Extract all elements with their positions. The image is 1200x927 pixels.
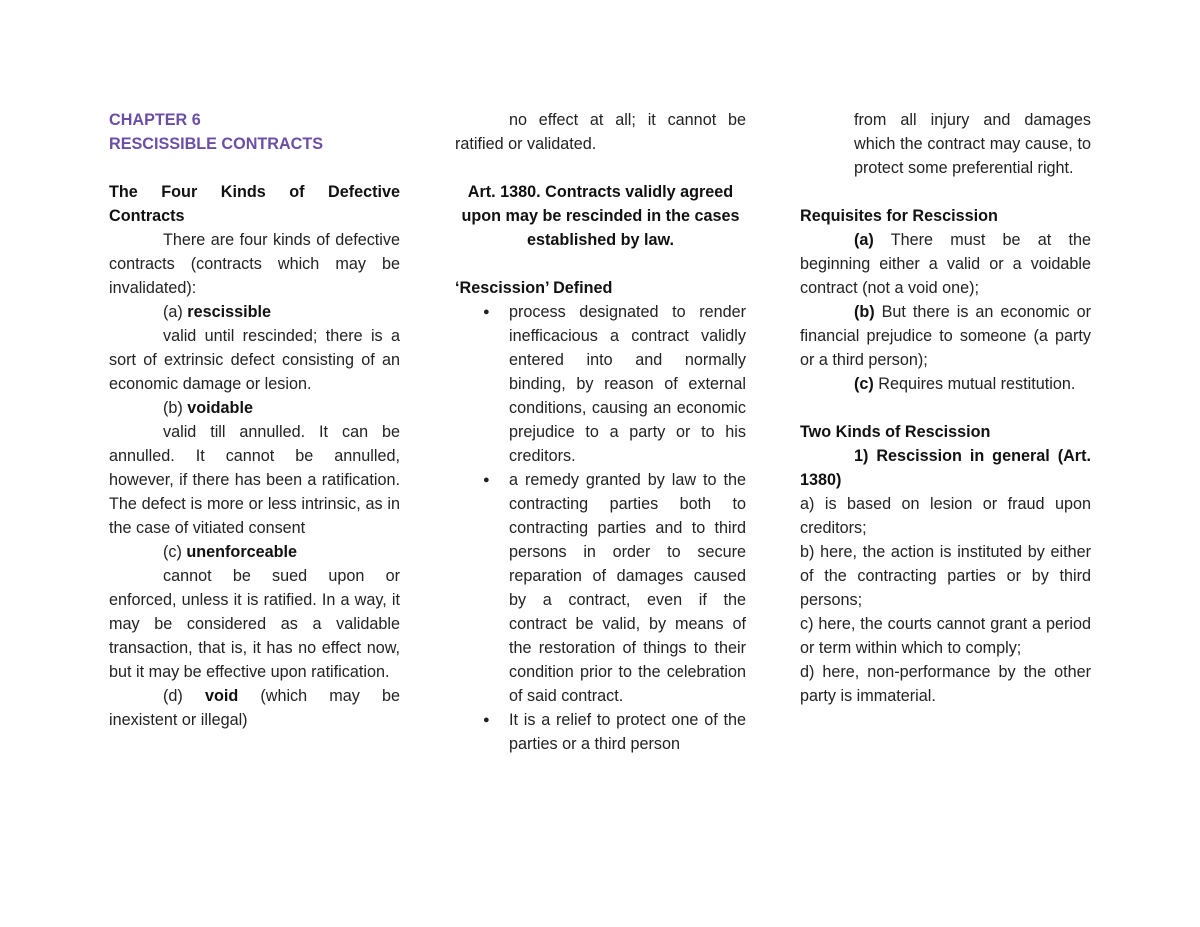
item-c-heading <box>109 540 400 564</box>
list-item-text: process designated to render inefficacious a contract validly entered into and normally binding, by reason of external conditions, causing an economic prejudice to a party or to his creditors. <box>509 303 746 465</box>
item-a-label: (a) <box>163 303 188 321</box>
bullet-icon: ● <box>483 714 490 726</box>
item-a-term: rescissible <box>187 303 271 321</box>
list-item-text: It is a relief to protect one of the parties or a third person <box>509 711 746 753</box>
article-1380: Art. 1380. Contracts validly agreed upon may be rescinded in the cases established by law. <box>461 183 740 249</box>
chapter-number: CHAPTER 6 <box>109 111 201 129</box>
intro-paragraph: There are four kinds of defective contracts (contracts which may be invalidated): <box>109 231 400 297</box>
requisite-a-text: There must be at the beginning either a valid or a voidable contract (not a void one); <box>800 231 1091 297</box>
bullet-icon: ● <box>483 306 490 318</box>
requisite-b <box>800 300 1091 372</box>
kind-1-item-a: a) is based on lesion or fraud upon creditors; <box>800 495 1091 537</box>
item-d-label: (d) <box>163 687 205 705</box>
list-item <box>455 300 746 468</box>
list-item <box>455 708 746 756</box>
item-c-term: unenforceable <box>186 543 298 561</box>
continuation-text: from all injury and damages which the contract may cause, to protect some preferential right. <box>854 111 1091 177</box>
item-b-term: voidable <box>187 399 253 417</box>
requisite-c-text: Requires mutual restitution. <box>873 375 1076 393</box>
item-b-label: (b) <box>163 399 188 417</box>
column-1 <box>109 108 400 732</box>
item-c-label: (c) <box>163 543 187 561</box>
column-2 <box>455 108 746 756</box>
kind-1-item-c: c) here, the courts cannot grant a period or term within which to comply; <box>800 615 1091 657</box>
requisite-a-label: (a) <box>854 231 874 249</box>
continuation-text: no effect at all; it cannot be ratified or validated. <box>455 111 746 153</box>
column-3 <box>800 108 1091 708</box>
section-heading-requisites: Requisites for Rescission <box>800 207 998 225</box>
chapter-title: RESCISSIBLE CONTRACTS <box>109 135 324 153</box>
list-item-text: a remedy granted by law to the contracting parties both to contracting parties and to third persons in order to secure reparation of damages caused by a contract, even if the contract be valid, by means of the restoration of things to their condition prior to the celebration of said contract. <box>509 471 746 705</box>
requisite-c <box>800 372 1091 396</box>
requisite-c-label: (c) <box>854 375 874 393</box>
item-b-text: valid till annulled. It can be annulled. It cannot be annulled, however, if there has been a ratification. The defect is more or less intrinsic, as in the case of vitiated consent <box>109 423 400 537</box>
item-d-paragraph <box>109 684 400 732</box>
section-heading-defective-contracts: The Four Kinds of Defective Contracts <box>109 183 400 225</box>
kind-1-item-d: d) here, non-performance by the other party is immaterial. <box>800 663 1091 705</box>
requisite-b-text: But there is an economic or financial prejudice to someone (a party or a third person); <box>800 303 1091 369</box>
bullet-icon: ● <box>483 474 490 486</box>
item-a-text: valid until rescinded; there is a sort of extrinsic defect consisting of an economic damage or lesion. <box>109 327 400 393</box>
item-d-text: (which may be inexistent or illegal) <box>109 687 401 729</box>
requisite-a <box>800 228 1091 300</box>
section-heading-two-kinds: Two Kinds of Rescission <box>800 423 991 441</box>
item-d-term: void <box>204 687 239 705</box>
item-c-text: cannot be sued upon or enforced, unless it is ratified. In a way, it may be considered as a validable transaction, that is, it has no effect now, but it may be effective upon ratification. <box>109 567 400 681</box>
kind-1-item-b: b) here, the action is instituted by either of the contracting parties or by third persons; <box>800 543 1091 609</box>
item-b-heading <box>109 396 400 420</box>
list-item <box>455 468 746 708</box>
definition-list <box>455 300 746 756</box>
section-heading-rescission-defined: ‘Rescission’ Defined <box>455 279 613 297</box>
item-a-heading <box>109 300 400 324</box>
requisite-b-label: (b) <box>854 303 875 321</box>
kind-1-heading: 1) Rescission in general (Art. 1380) <box>800 447 1091 489</box>
